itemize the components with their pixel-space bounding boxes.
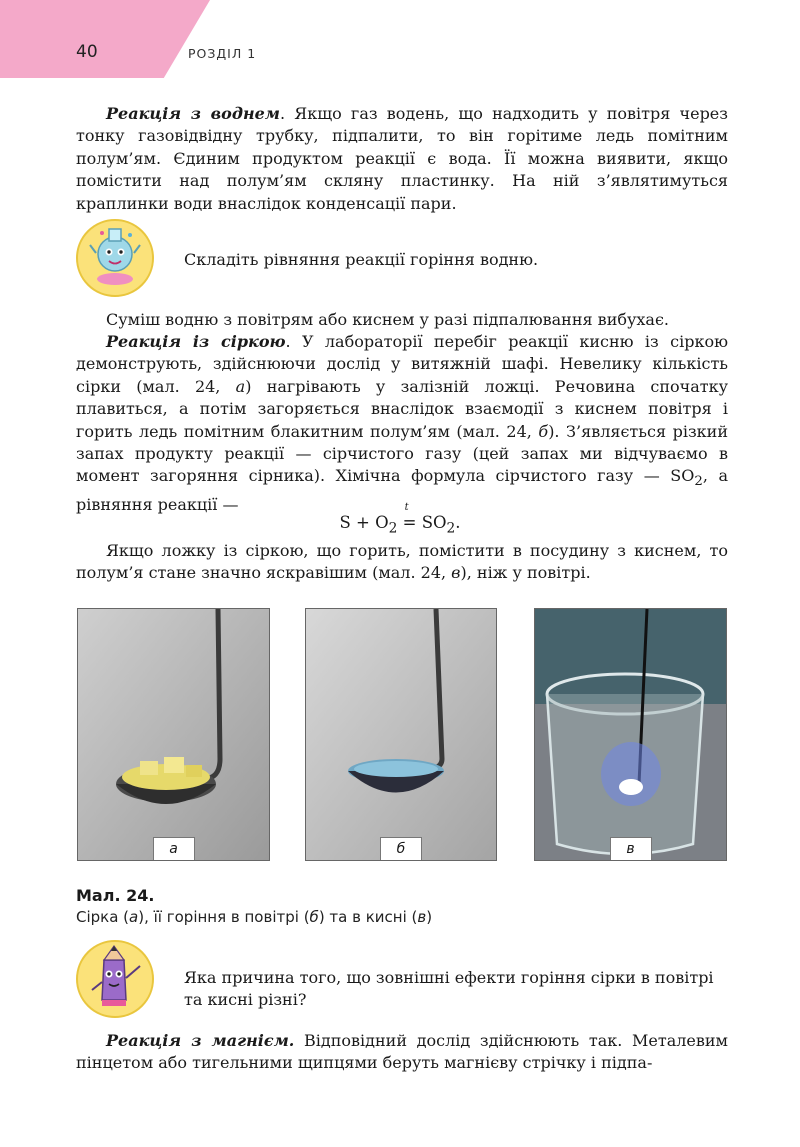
figure-title: Мал. 24. (76, 886, 155, 905)
formula-end: . (455, 513, 461, 532)
formula-right: SO (421, 513, 447, 532)
paragraph-text: ), ніж у повітрі. (460, 563, 591, 583)
reaction-equation (0, 502, 800, 537)
equals-symbol: = (402, 513, 417, 532)
photo-label: а (153, 837, 195, 860)
equals-sign (402, 502, 417, 532)
paragraph-text: , а рівняння реакції — (76, 466, 728, 515)
paragraph-hydrogen (76, 103, 728, 215)
figure-ref: а (235, 376, 246, 396)
flask-mascot-icon (76, 219, 154, 297)
paragraph-lead: Реакція з воднем (106, 104, 281, 123)
photo-label: в (610, 837, 652, 860)
pencil-mascot-icon (76, 940, 154, 1018)
caption-text: ), її горіння в повітрі ( (138, 908, 310, 926)
photo-label: б (380, 837, 422, 860)
paragraph-text: . У лабораторії перебіг реакції кисню із сіркою демонструють, здійснюючи дослід у витяжній шафі. Невелику кількість сірки (мал. 24, (76, 332, 729, 396)
paragraph-oxygen (76, 540, 728, 585)
photo-sulfur-burning-oxygen (534, 608, 727, 861)
caption-text: Сірка ( (76, 908, 130, 926)
paragraph-mixture: Суміш водню з повітрям або киснем у разі підпалювання вибухає. (106, 310, 670, 329)
formula-left: S + O (339, 513, 389, 532)
figure-ref: б (538, 421, 549, 441)
caption-ref: а (129, 908, 139, 926)
corner-tab (0, 0, 210, 78)
paragraph-text: ) нагрівають у залізній ложці. Речовина спочатку плавиться, а потім загоряється внаслідок взаємодії з киснем повітря і горить ледь помітним блакитним полум’ям (мал. 24, (76, 376, 729, 441)
photo-sulfur-burning-air (305, 608, 497, 861)
caption-ref: в (417, 908, 427, 926)
task-question: Складіть рівняння реакції горіння водню. (184, 250, 539, 269)
figure-caption (76, 908, 432, 926)
paragraph-text: Відповідний дослід здійснюють так. Металевим пінцетом або тигельними щипцями беруть магнієву стрічку і підпа- (76, 1031, 729, 1073)
page-number: 40 (76, 42, 98, 62)
paragraph-lead: Реакція з магнієм. (106, 1031, 295, 1050)
subscript: 2 (446, 520, 456, 537)
paragraph-text: . Якщо газ водень, що надходить у повітря через тонку газовідвідну трубку, підпалити, то він горітиме ледь помітним полум’ям. Єдиним продуктом реакції є вода. Її можна виявити, якщо помістити над полум’ям скляну пластинку. На ній з’являтимуться краплинки води внаслідок конденсації пари. (76, 104, 729, 213)
condition-label: t (404, 502, 409, 513)
caption-text: ) та в кисні ( (318, 908, 418, 926)
section-label: РОЗДІЛ 1 (188, 46, 257, 61)
paragraph-lead: Реакція із сіркою (106, 332, 286, 351)
paragraph-text: ). З’являється різкий запах продукту реакції — сірчистого газу (цей запах ми відчуваємо в момент загоряння сірника). Хімічна формула сірчистого газу — SO (76, 421, 728, 486)
task-question: Яка причина того, що зовнішні ефекти горіння сірки в повітрі та кисні різні? (184, 968, 714, 1010)
caption-ref: б (309, 908, 319, 926)
paragraph-magnesium (76, 1030, 728, 1075)
paragraph-sulfur (76, 331, 728, 516)
photo-sulfur-spoon (77, 608, 270, 861)
caption-text: ) (426, 908, 433, 926)
subscript: 2 (694, 474, 703, 490)
paragraph-text: Якщо ложку із сіркою, що горить, помістити в посудину з киснем, то полум’я стане значно яскравішим (мал. 24, (76, 541, 728, 583)
figure-ref: в (451, 563, 461, 583)
subscript: 2 (388, 520, 398, 537)
